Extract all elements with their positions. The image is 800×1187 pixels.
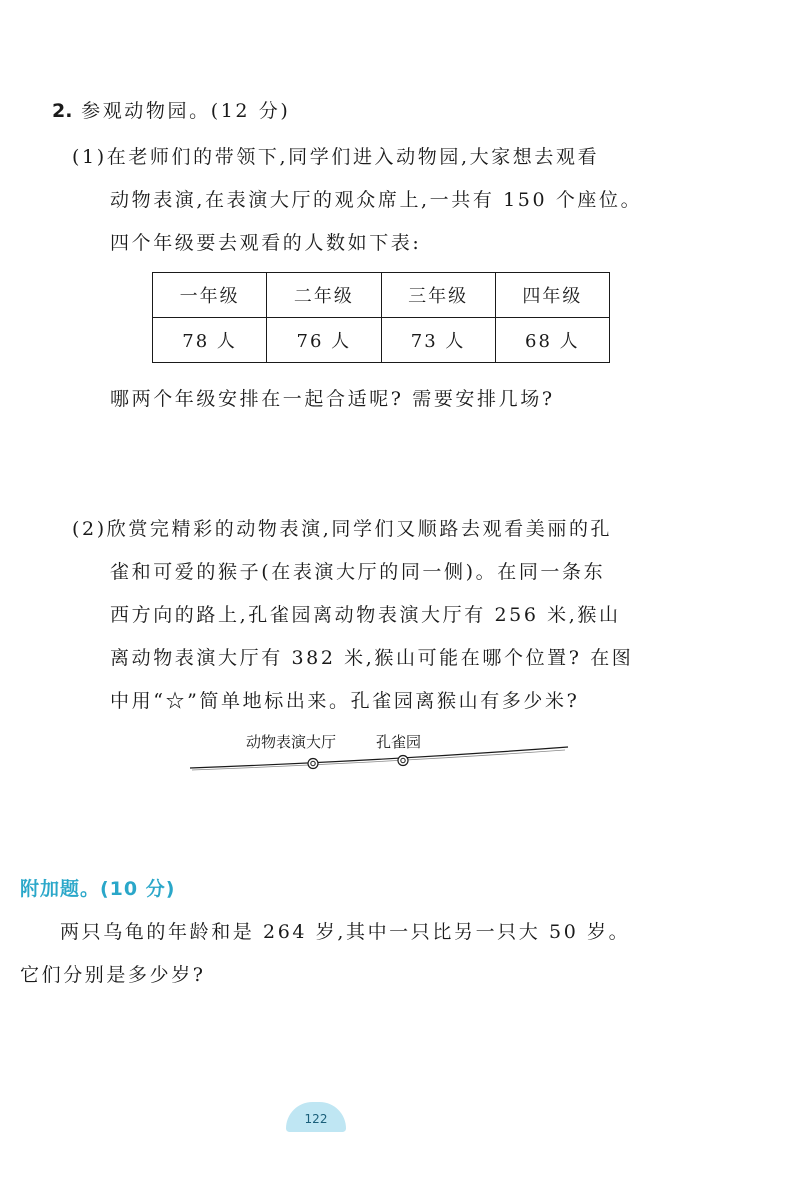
question-number: 2. [52, 100, 73, 122]
table-cell: 68 人 [495, 318, 609, 363]
hall-point-icon [308, 759, 318, 769]
table-cell: 78 人 [153, 318, 267, 363]
part2-line-5: 中用“☆”简单地标出来。孔雀园离猴山有多少米? [110, 690, 580, 712]
part2-line-3: 西方向的路上,孔雀园离动物表演大厅有 256 米,猴山 [110, 604, 621, 626]
bonus-line-1: 两只乌龟的年龄和是 264 岁,其中一只比另一只大 50 岁。 [60, 921, 631, 943]
table-header-cell: 二年级 [267, 273, 381, 318]
peacock-label: 孔雀园 [376, 733, 422, 751]
question-title: 参观动物园。(12 分) [81, 100, 291, 122]
grade-attendance-table [152, 272, 610, 363]
question-2-heading [52, 96, 290, 123]
part1-question: 哪两个年级安排在一起合适呢? 需要安排几场? [110, 388, 555, 410]
table-header-cell: 三年级 [381, 273, 495, 318]
part1-line-1: (1)在老师们的带领下,同学们进入动物园,大家想去观看 [72, 146, 600, 168]
part2-line-2: 雀和可爱的猴子(在表演大厅的同一侧)。在同一条东 [110, 561, 606, 583]
table-cell: 73 人 [381, 318, 495, 363]
table-header-cell: 四年级 [495, 273, 609, 318]
peacock-point-icon [398, 756, 408, 766]
page-number: 122 [286, 1102, 346, 1132]
bonus-title: 附加题。(10 分) [20, 878, 176, 900]
table-cell: 76 人 [267, 318, 381, 363]
part1-line-2: 动物表演,在表演大厅的观众席上,一共有 150 个座位。 [110, 189, 643, 211]
road-edge [192, 750, 565, 770]
road-diagram [180, 725, 580, 775]
part1-line-3: 四个年级要去观看的人数如下表: [110, 232, 422, 254]
part2-line-1: (2)欣赏完精彩的动物表演,同学们又顺路去观看美丽的孔 [72, 518, 613, 540]
hall-label: 动物表演大厅 [246, 733, 337, 751]
table-header-cell: 一年级 [153, 273, 267, 318]
table-row [153, 318, 610, 363]
table-header-row [153, 273, 610, 318]
bonus-line-2: 它们分别是多少岁? [20, 964, 206, 986]
part2-line-4: 离动物表演大厅有 382 米,猴山可能在哪个位置? 在图 [110, 647, 634, 669]
